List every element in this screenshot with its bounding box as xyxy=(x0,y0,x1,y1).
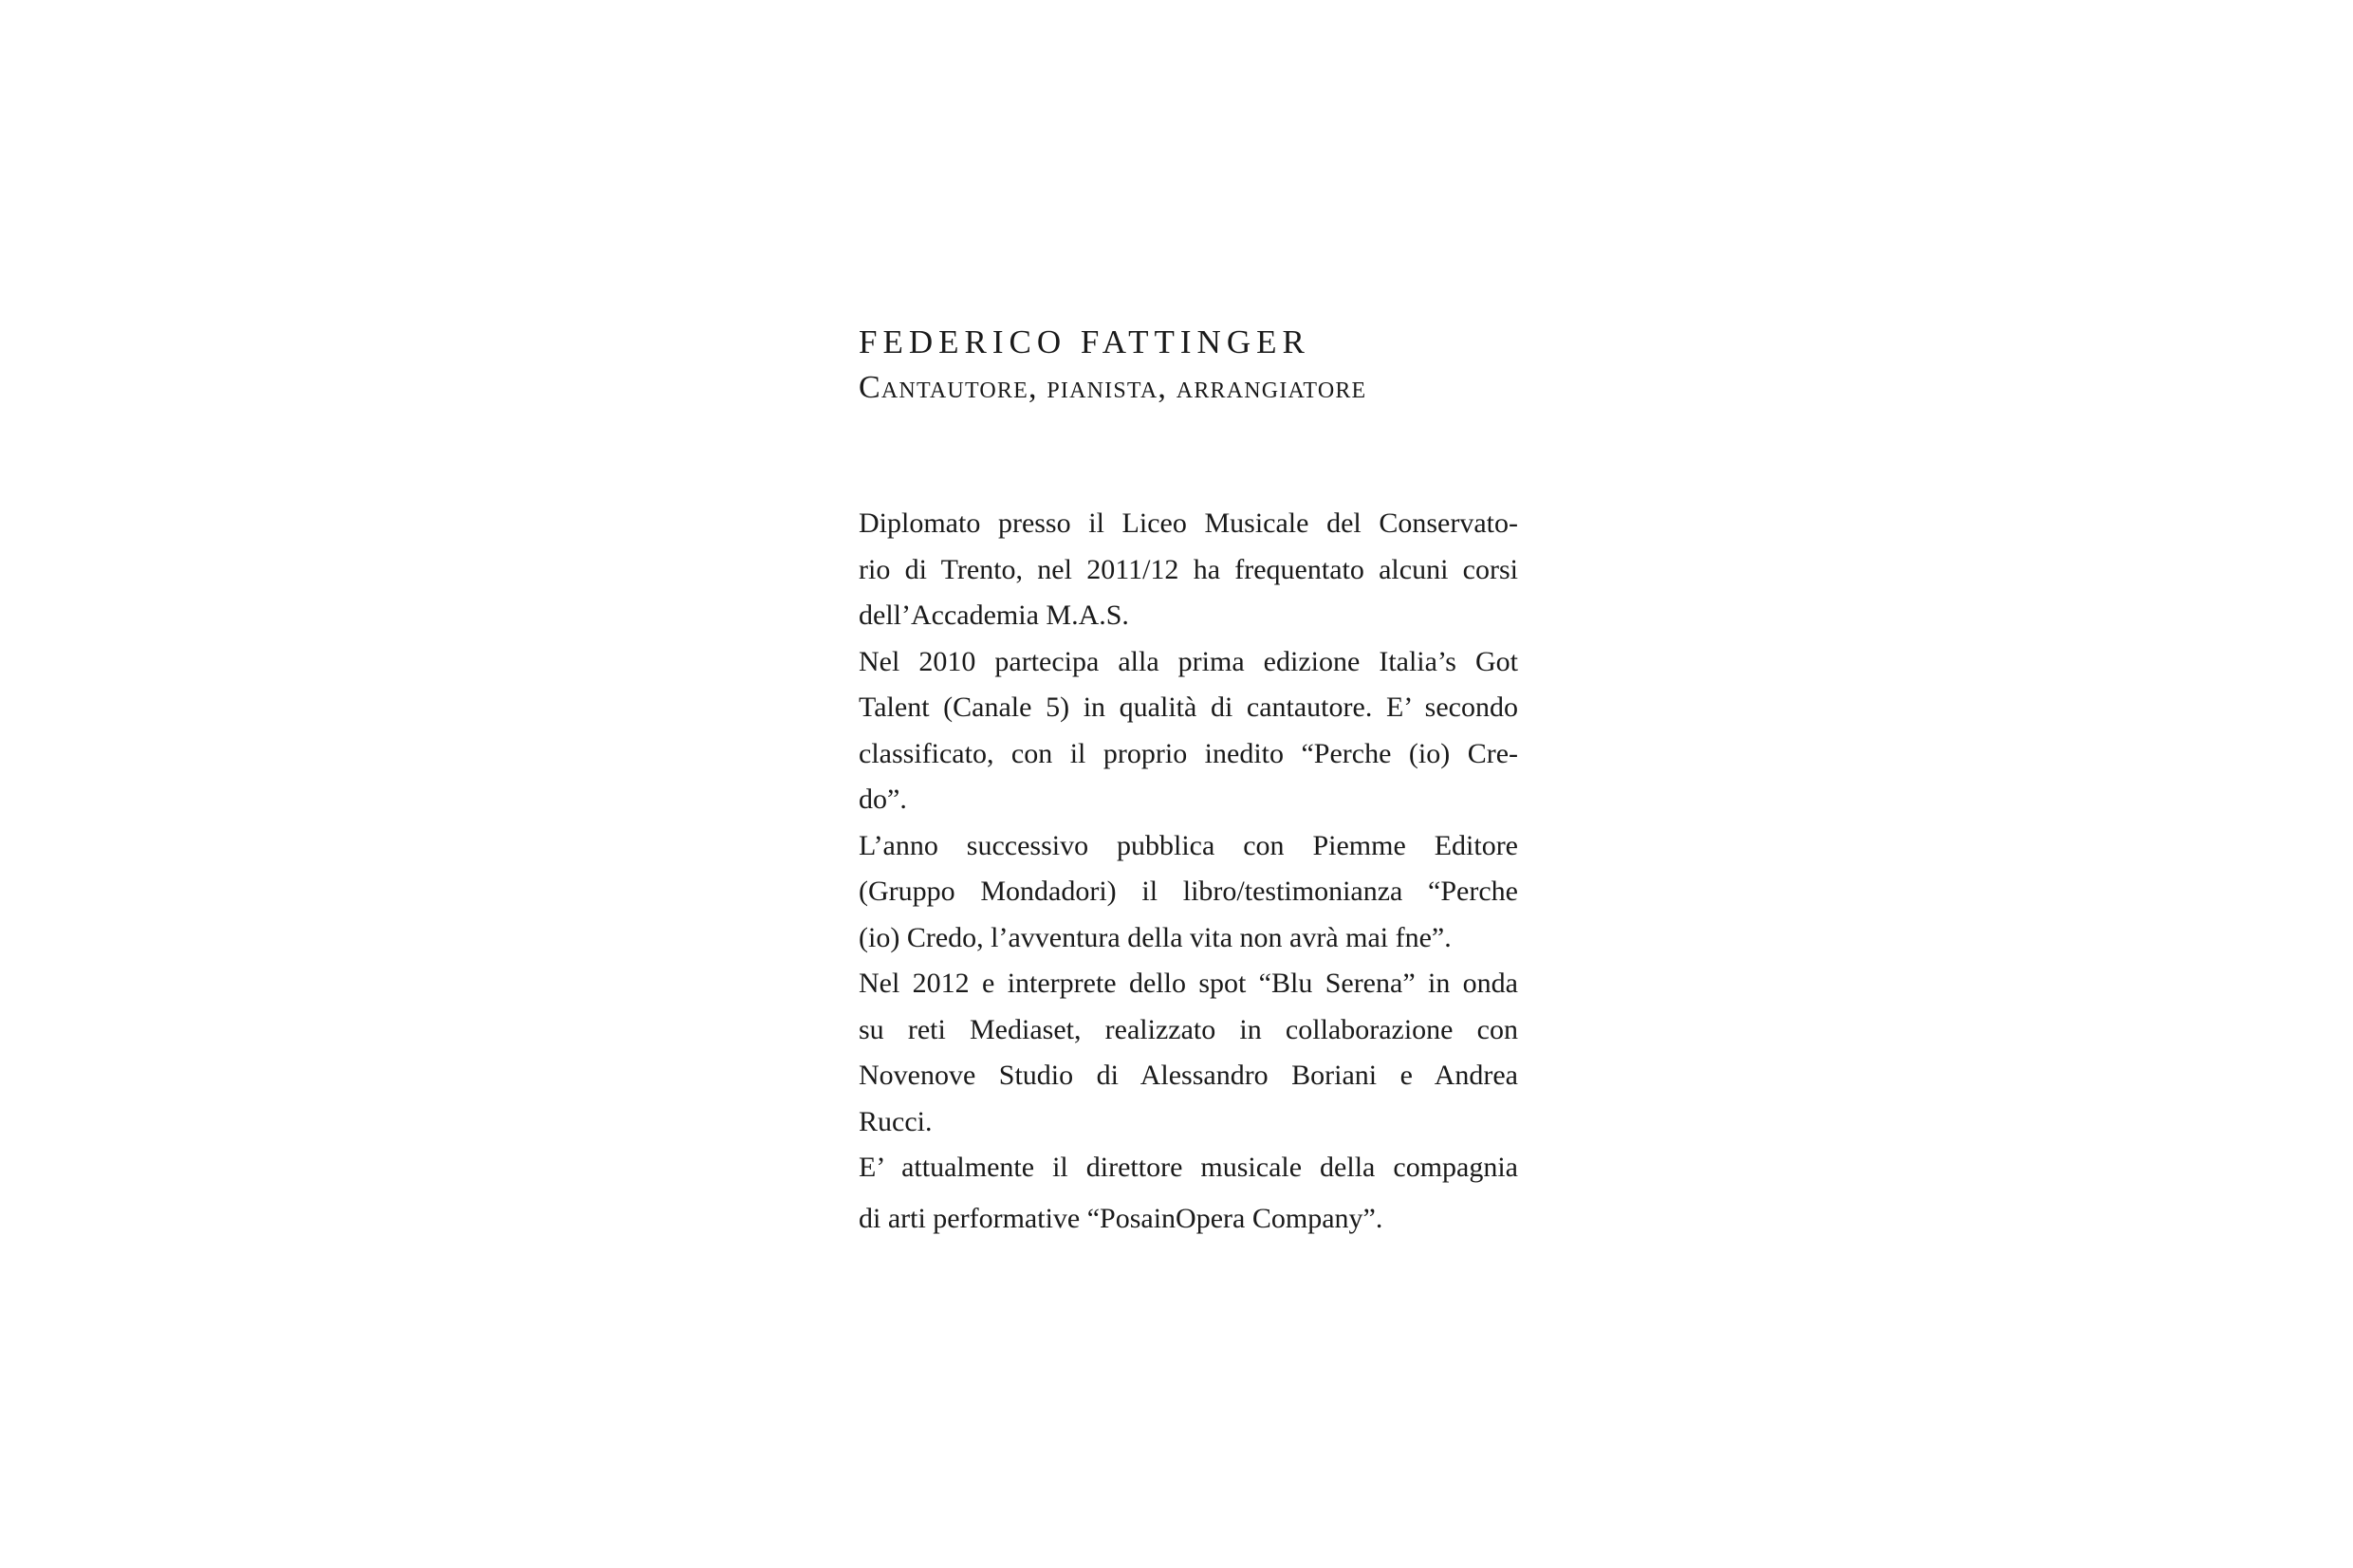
bio-line: Nel 2010 partecipa alla prima edizione Italia’s Got xyxy=(859,645,1518,677)
bio-line: E’ attualmente il direttore musicale della compagnia xyxy=(859,1152,1518,1183)
bio-line: rio di Trento, nel 2011/12 ha frequentato alcuni corsi xyxy=(859,553,1518,585)
bio-line: (Gruppo Mondadori) il libro/testimonianza “Perche xyxy=(859,876,1518,907)
artist-name: FEDERICO FATTINGER xyxy=(859,323,1310,360)
biography-text xyxy=(859,501,1518,1242)
bio-line: do”. xyxy=(859,784,907,815)
bio-line: Diplomato presso il Liceo Musicale del Conservato- xyxy=(859,507,1518,539)
bio-line: Nel 2012 e interprete dello spot “Blu Serena” in onda xyxy=(859,968,1518,999)
bio-line: dell’Accademia M.A.S. xyxy=(859,600,1129,631)
bio-line: Novenove Studio di Alessandro Boriani e Andrea xyxy=(859,1060,1518,1091)
bio-line: di arti performative “PosainOpera Company”. xyxy=(859,1202,1383,1234)
bio-line: L’anno successivo pubblica con Piemme Editore xyxy=(859,829,1518,861)
bio-line: su reti Mediaset, realizzato in collaborazione con xyxy=(859,1013,1518,1045)
bio-line: (io) Credo, l’avventura della vita non avrà mai fne”. xyxy=(859,921,1452,953)
artist-roles: Cantautore, pianista, arrangiatore xyxy=(859,370,1367,405)
bio-line: Talent (Canale 5) in qualità di cantautore. E’ secondo xyxy=(859,692,1518,723)
bio-line: classificato, con il proprio inedito “Perche (io) Cre- xyxy=(859,737,1518,769)
bio-line: Rucci. xyxy=(859,1105,933,1137)
